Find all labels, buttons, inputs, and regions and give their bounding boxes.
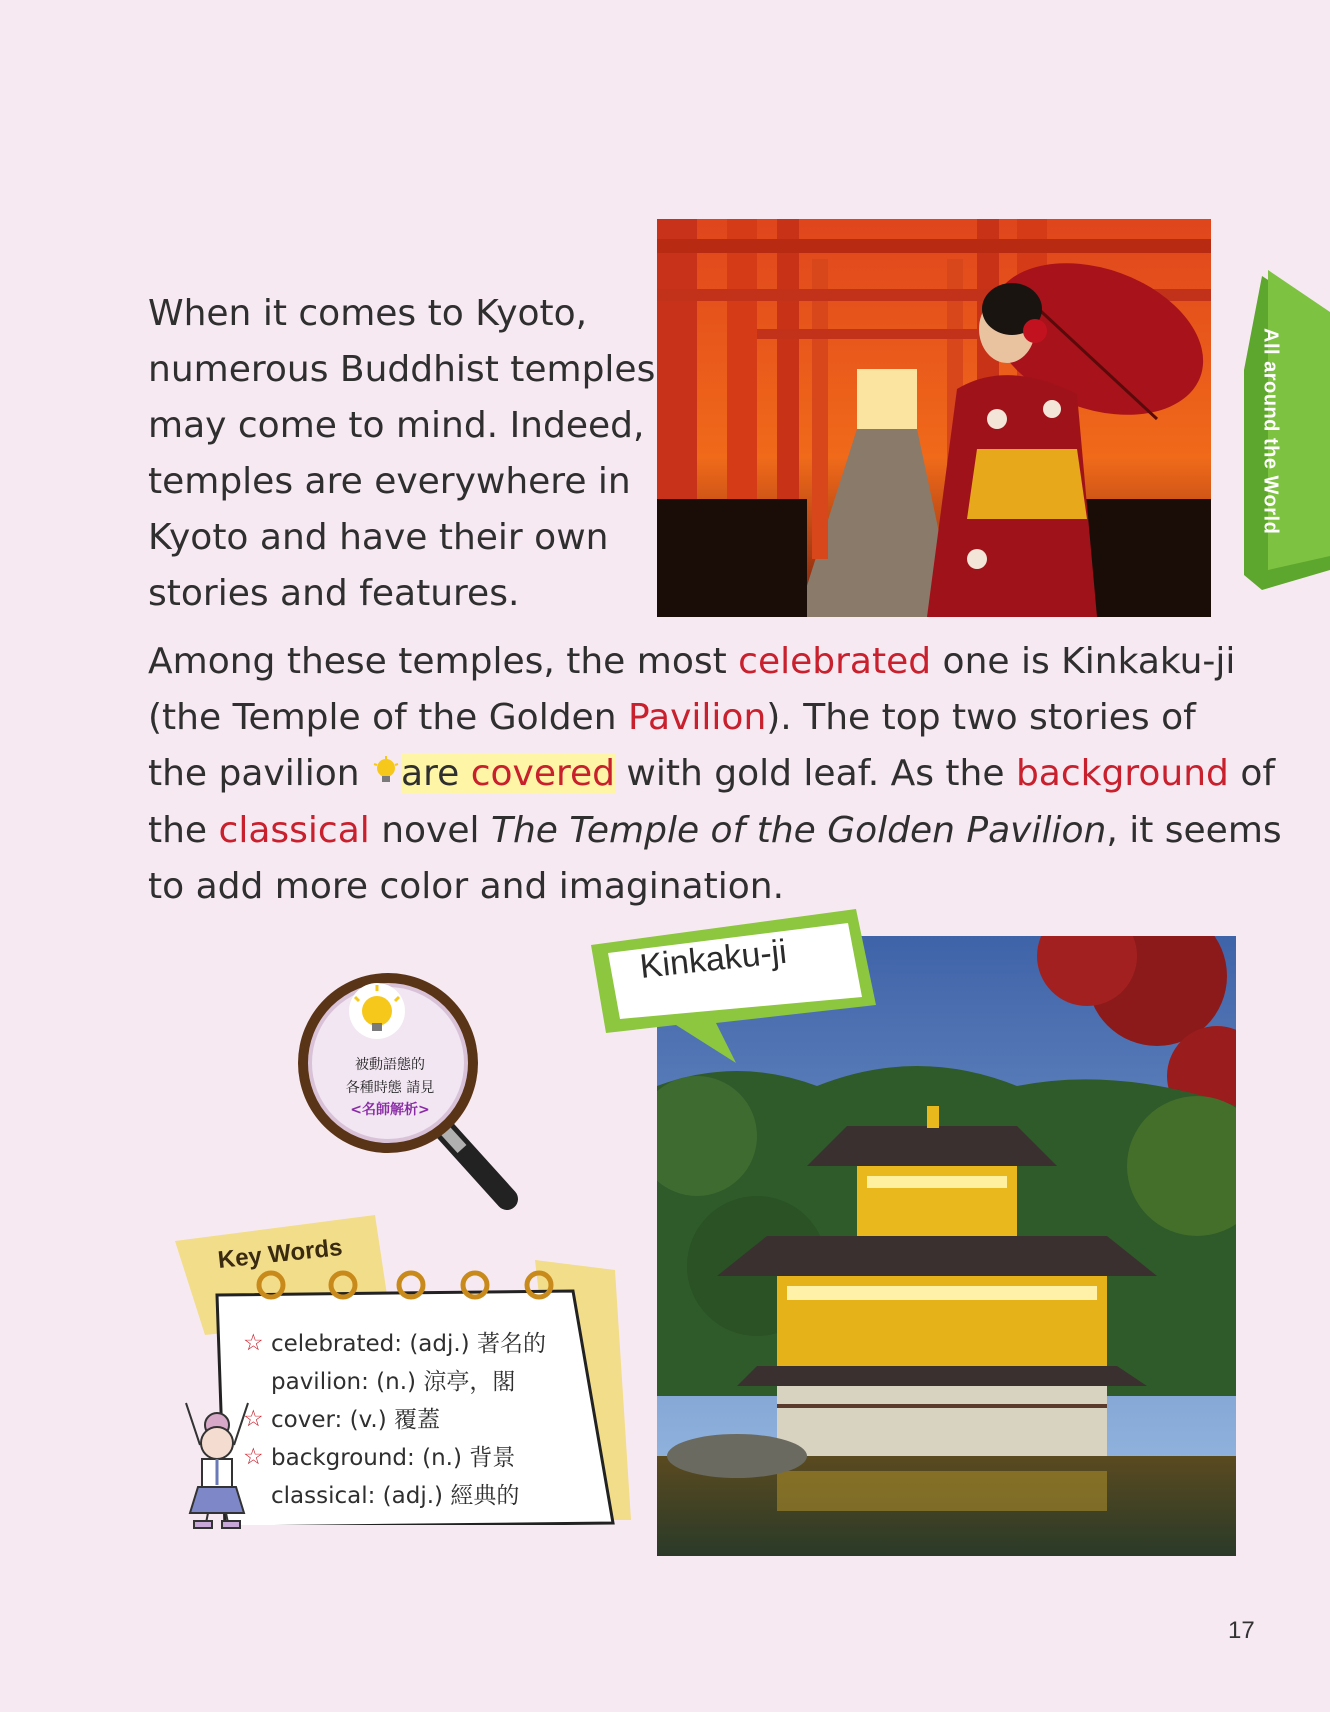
main-line-5: to add more color and imagination.	[148, 866, 785, 907]
key-word-text: pavilion: (n.) 涼亭，閣	[271, 1369, 516, 1395]
text-run: the	[148, 810, 219, 851]
intro-line: temples are everywhere in	[148, 461, 631, 502]
magnifier-text-line: 各種時態 請見	[345, 1080, 435, 1096]
torii-gate-photo	[657, 219, 1211, 617]
star-icon: ☆	[243, 1330, 264, 1356]
text-run: , it seems	[1106, 810, 1282, 851]
intro-line: When it comes to Kyoto,	[148, 293, 588, 334]
intro-line: may come to mind. Indeed,	[148, 405, 645, 446]
key-word-item	[243, 1363, 613, 1401]
intro-line: stories and features.	[148, 573, 520, 614]
page-number: 17	[1228, 1617, 1255, 1644]
section-tab-label: All around the World	[1259, 327, 1282, 535]
keyword-covered: covered	[470, 753, 615, 794]
key-word-item	[243, 1477, 613, 1515]
magnifier-link-text: <名師解析>	[350, 1102, 430, 1118]
section-tab-label-wrap	[1240, 316, 1300, 546]
star-icon: ☆	[243, 1406, 264, 1432]
key-word-text: celebrated: (adj.) 著名的	[271, 1331, 546, 1357]
main-line-4	[148, 803, 1282, 859]
text-run: novel	[369, 810, 491, 851]
text-run: Among these temples, the most	[148, 641, 739, 682]
text-run: one is Kinkaku-ji	[931, 641, 1236, 682]
book-title: The Temple of the Golden Pavilion	[490, 810, 1107, 851]
keyword-classical: classical	[218, 810, 370, 851]
key-word-text: background: (n.) 背景	[271, 1445, 516, 1471]
main-line-3	[148, 746, 1276, 803]
torii-illustration	[657, 219, 1211, 617]
key-words-title: Key Words	[216, 1234, 344, 1274]
key-word-text: classical: (adj.) 經典的	[271, 1483, 520, 1509]
magnifier-text-line: 被動語態的	[355, 1057, 425, 1073]
key-words-list	[243, 1325, 613, 1515]
key-word-item	[243, 1401, 613, 1439]
key-word-text: cover: (v.) 覆蓋	[271, 1407, 440, 1433]
main-line-2	[148, 690, 1248, 746]
keyword-background: background	[1015, 753, 1229, 794]
text-run: are	[401, 753, 471, 794]
main-line-1	[148, 634, 1248, 690]
text-run: with gold leaf. As the	[614, 753, 1016, 794]
grammar-highlight	[401, 753, 615, 794]
key-word-item	[243, 1439, 613, 1477]
text-run: the pavilion	[148, 753, 372, 794]
text-run: (the Temple of the Golden	[148, 697, 628, 738]
intro-paragraph	[148, 286, 656, 622]
star-icon: ☆	[243, 1444, 264, 1470]
speech-bubble	[586, 905, 886, 1065]
speech-bubble-label: Kinkaku-ji	[637, 932, 789, 986]
text-run: ). The top two stories of	[766, 697, 1196, 738]
intro-line: numerous Buddhist temples	[148, 349, 656, 390]
keyword-celebrated: celebrated	[738, 641, 932, 682]
key-word-item	[243, 1325, 613, 1363]
text-run: of	[1228, 753, 1276, 794]
intro-line: Kyoto and have their own	[148, 517, 609, 558]
keyword-pavilion: Pavilion	[627, 697, 767, 738]
student-mascot-icon	[172, 1395, 262, 1530]
main-paragraph	[148, 634, 1282, 915]
lightbulb-icon	[373, 747, 399, 803]
